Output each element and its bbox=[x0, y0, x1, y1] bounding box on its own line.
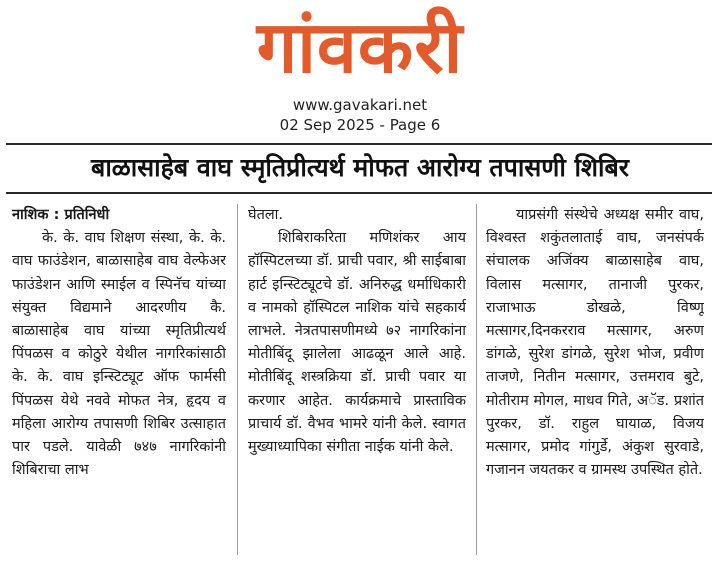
article-column-1 bbox=[12, 204, 226, 557]
date-page-line: 02 Sep 2025 - Page 6 bbox=[279, 116, 441, 134]
article-byline: नाशिक : प्रतिनिधी bbox=[12, 207, 110, 223]
column-divider bbox=[237, 204, 238, 555]
article-headline: बाळासाहेब वाघ स्मृतिप्रीत्यर्थ मोफत आरोग्य तपासणी शिबिर bbox=[91, 153, 629, 182]
article-paragraph-3: याप्रसंगी संस्थेचे अध्यक्ष समीर वाघ, विश्वस्त शकुंतलाताई वाघ, जनसंपर्क संचालक अजिंक्य बाळासाहेब वाघ, विलास मत्सागर, तानाजी पुरकर, राजाभाऊ डोखळे, विष्णू मत्सागर,दिनकरराव मत्सागर, अरुण डांगळे, सुरेश डांगळे, सुरेश भोज, प्रवीण ताजणे, नितीन मत्सागर, उत्तमराव बुटे, मोतीराम मोगल, माधव गिते, अॅड. प्रशांत पुरकर, डॉ. राहुल घायाळ, विजय मत्सागर, प्रमोद गांगुर्डे, अंकुश सुरवाडे, गजानन जयतकर व ग्रामस्थ उपस्थित होते. bbox=[486, 207, 704, 479]
newspaper-masthead: गांवकरी bbox=[256, 5, 464, 89]
headline-bottom-rule bbox=[6, 192, 712, 194]
column-divider bbox=[476, 204, 477, 555]
article-continuation: घेतला. bbox=[248, 207, 284, 223]
website-url: www.gavakari.net bbox=[292, 96, 428, 114]
article-column-2 bbox=[248, 204, 466, 557]
article-column-3 bbox=[486, 204, 704, 557]
headline-top-rule bbox=[6, 143, 712, 145]
article-paragraph-2: शिबिराकरिता मणिशंकर आय हॉस्पिटलच्या डॉ. प्राची पवार, श्री साईबाबा हार्ट इन्स्टिट्यूटचे डॉ. अनिरुद्ध धर्माधिकारी व नामको हॉस्पिटल नाशिक यांचे सहकार्य लाभले. नेत्रतपासणीमध्ये ७२ नागरिकांना मोतीबिंदू झालेला आढळून आले आहे. मोतीबिंदू शस्त्रक्रिया डॉ. प्राची पवार या करणार आहेत. कार्यक्रमाचे प्रास्ताविक प्राचार्य डॉ. वैभव भामरे यांनी केले. स्वागत मुख्याध्यापिका संगीता नाईक यांनी केले. bbox=[248, 230, 466, 456]
article-paragraph-1: के. के. वाघ शिक्षण संस्था, के. के. वाघ फाउंडेशन, बाळासाहेब वाघ वेल्फेअर फाउंडेशन आणि स्माईल व स्पिनॅच यांच्या संयुक्त विद्यमाने आदरणीय कै. बाळासाहेब वाघ यांच्या स्मृतिप्रीत्यर्थ पिंपळस व कोठुरे येथील नागरिकांसाठी के. के. वाघ इन्स्टिट्यूट ऑफ फार्मसी पिंपळस येथे नववे मोफत नेत्र, हृदय व महिला आरोग्य तपासणी शिबिर उत्साहात पार पडले. यावेळी ७४७ नागरिकांनी शिबिराचा लाभ bbox=[12, 230, 226, 479]
